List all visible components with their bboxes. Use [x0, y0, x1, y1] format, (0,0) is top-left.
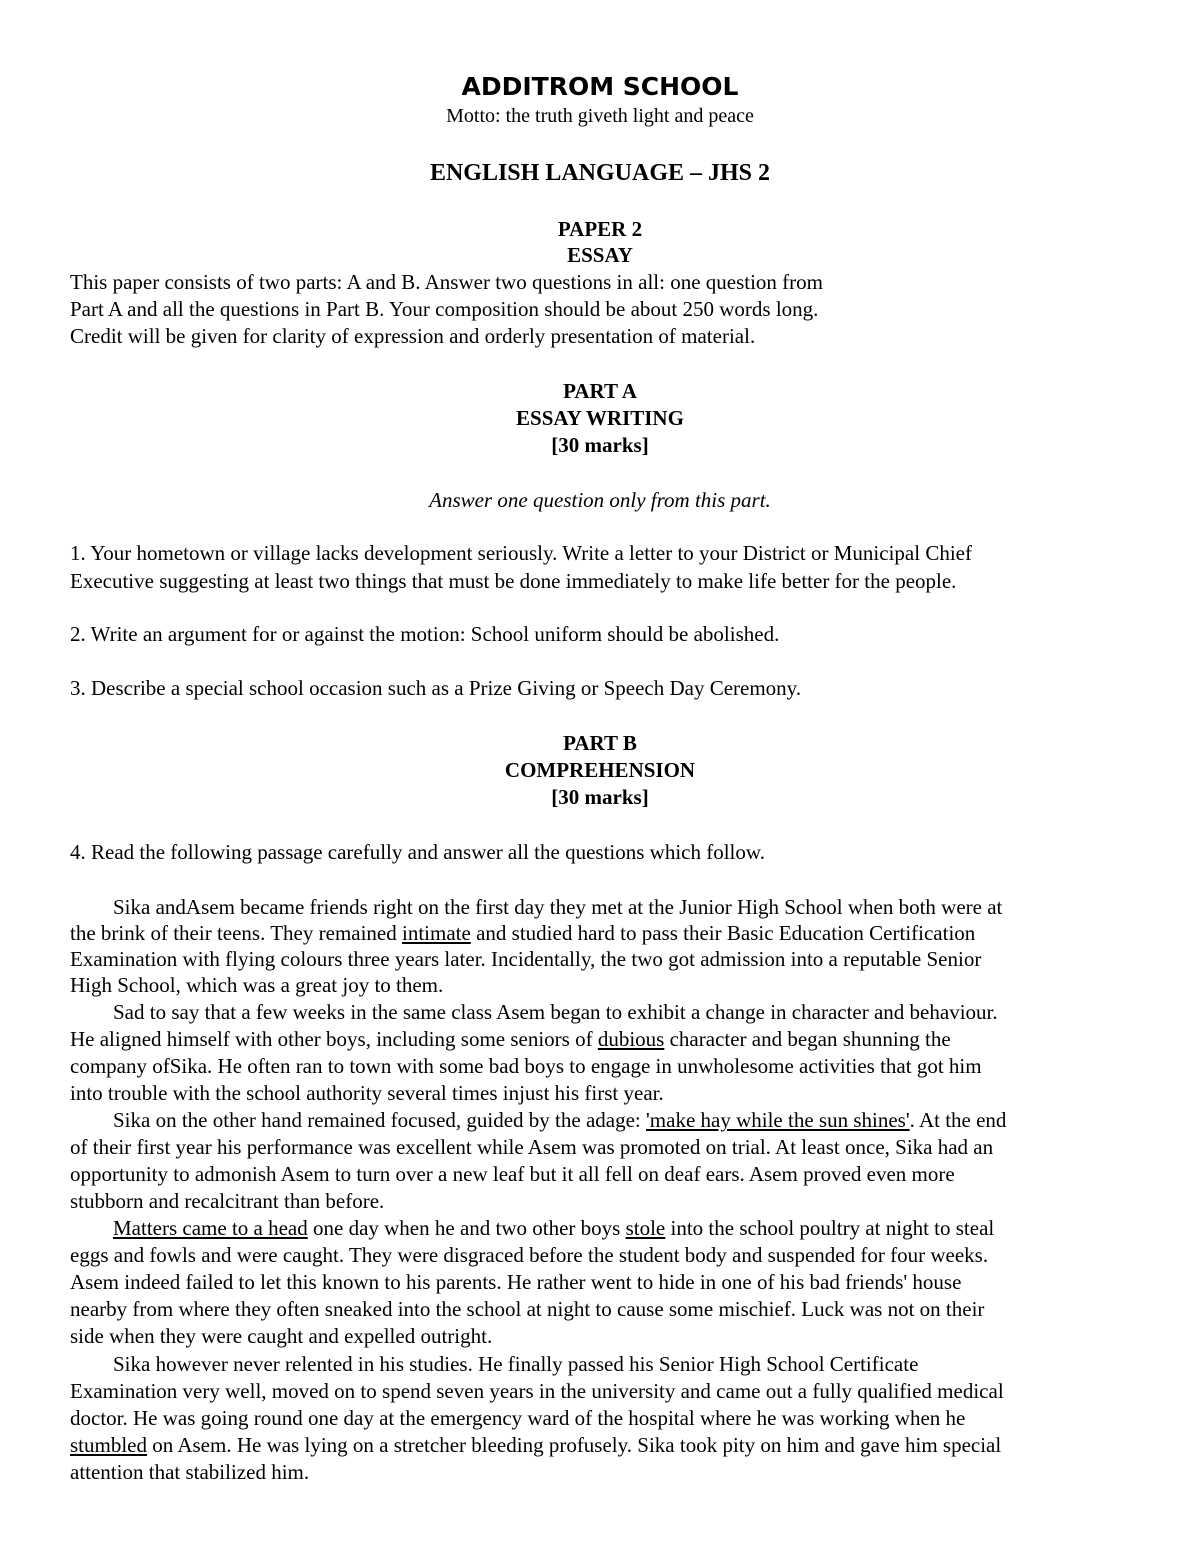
question-2: 2. Write an argument for or against the motion: School uniform should be abolished.: [70, 622, 780, 646]
passage-line: Asem indeed failed to let this known to his parents. He rather went to hide in one of his bad friends' house: [70, 1270, 962, 1294]
part-a-marks: [30 marks]: [551, 433, 649, 457]
question-1-line: 1. Your hometown or village lacks development seriously. Write a letter to your District or Municipal Chief: [70, 541, 972, 565]
underlined-word: dubious: [597, 1027, 665, 1051]
subject-title: ENGLISH LANGUAGE – JHS 2: [429, 160, 771, 186]
passage-line: Sad to say that a few weeks in the same class Asem began to exhibit a change in character and behaviour.: [113, 1000, 998, 1024]
passage-line: doctor. He was going round one day at the emergency ward of the hospital where he was working when he: [70, 1406, 966, 1430]
paper-number: PAPER 2: [557, 217, 643, 241]
part-b-title: PART B: [563, 731, 637, 755]
passage-line: Examination very well, moved on to spend seven years in the university and came out a fully qualified medical: [70, 1379, 1004, 1403]
paper-type: ESSAY: [567, 243, 633, 267]
question-4: 4. Read the following passage carefully and answer all the questions which follow.: [70, 840, 765, 864]
question-1-line: Executive suggesting at least two things that must be done immediately to make life better for the people.: [70, 569, 957, 593]
passage-line: stubborn and recalcitrant than before.: [70, 1189, 385, 1213]
passage-line: Sika on the other hand remained focused, guided by the adage: 'make hay while the sun shines'. At the end: [113, 1108, 1007, 1132]
part-a-title: PART A: [563, 379, 637, 403]
passage-line: Sika andAsem became friends right on the first day they met at the Junior High School when both were at: [113, 895, 1003, 919]
school-name: ADDITROM SCHOOL: [461, 72, 739, 101]
passage-line: of their first year his performance was excellent while Asem was promoted on trial. At least once, Sika had an: [70, 1135, 994, 1159]
question-3: 3. Describe a special school occasion such as a Prize Giving or Speech Day Ceremony.: [70, 676, 802, 700]
passage-line: High School, which was a great joy to them.: [70, 973, 444, 997]
instruction-line: Credit will be given for clarity of expression and orderly presentation of material.: [70, 324, 756, 348]
part-a-subtitle: ESSAY WRITING: [516, 406, 684, 430]
passage-line: stumbled on Asem. He was lying on a stretcher bleeding profusely. Sika took pity on him and gave him special: [70, 1433, 1002, 1457]
passage-line: side when they were caught and expelled outright.: [70, 1324, 493, 1348]
passage-line: Sika however never relented in his studies. He finally passed his Senior High School Certificate: [113, 1352, 919, 1376]
passage-line: nearby from where they often sneaked into the school at night to cause some mischief. Luck was not on their: [70, 1297, 985, 1321]
underlined-word: intimate: [402, 921, 471, 945]
passage-line: into trouble with the school authority several times injust his first year.: [70, 1081, 664, 1105]
instruction-line: This paper consists of two parts: A and B. Answer two questions in all: one question from: [70, 270, 824, 294]
passage-line: attention that stabilized him.: [70, 1460, 310, 1484]
instruction-line: Part A and all the questions in Part B. Your composition should be about 250 words long.: [70, 297, 819, 321]
underlined-phrase: Matters came to a head: [113, 1216, 308, 1240]
passage-line: eggs and fowls and were caught. They were disgraced before the student body and suspended for four weeks.: [70, 1243, 989, 1267]
school-motto: Motto: the truth giveth light and peace: [446, 105, 754, 127]
part-a-instruction: Answer one question only from this part.: [429, 488, 771, 512]
underlined-phrase: 'make hay while the sun shines': [646, 1108, 910, 1132]
passage-line: He aligned himself with other boys, including some seniors of dubious character and began shunning the: [70, 1027, 951, 1051]
passage-line: Examination with flying colours three years later. Incidentally, the two got admission into a reputable Senior: [70, 947, 982, 971]
passage-line: the brink of their teens. They remained intimate and studied hard to pass their Basic Education Certification: [70, 921, 976, 945]
passage-line: Matters came to a head one day when he and two other boys stole into the school poultry at night to steal: [113, 1216, 995, 1240]
passage-line: opportunity to admonish Asem to turn over a new leaf but it all fell on deaf ears. Asem proved even more: [70, 1162, 955, 1186]
part-b-marks: [30 marks]: [551, 785, 649, 809]
underlined-word: stumbled: [70, 1433, 147, 1457]
passage-line: company ofSika. He often ran to town with some bad boys to engage in unwholesome activities that got him: [70, 1054, 982, 1078]
underlined-word: stole: [625, 1216, 666, 1240]
part-b-subtitle: COMPREHENSION: [504, 758, 696, 782]
